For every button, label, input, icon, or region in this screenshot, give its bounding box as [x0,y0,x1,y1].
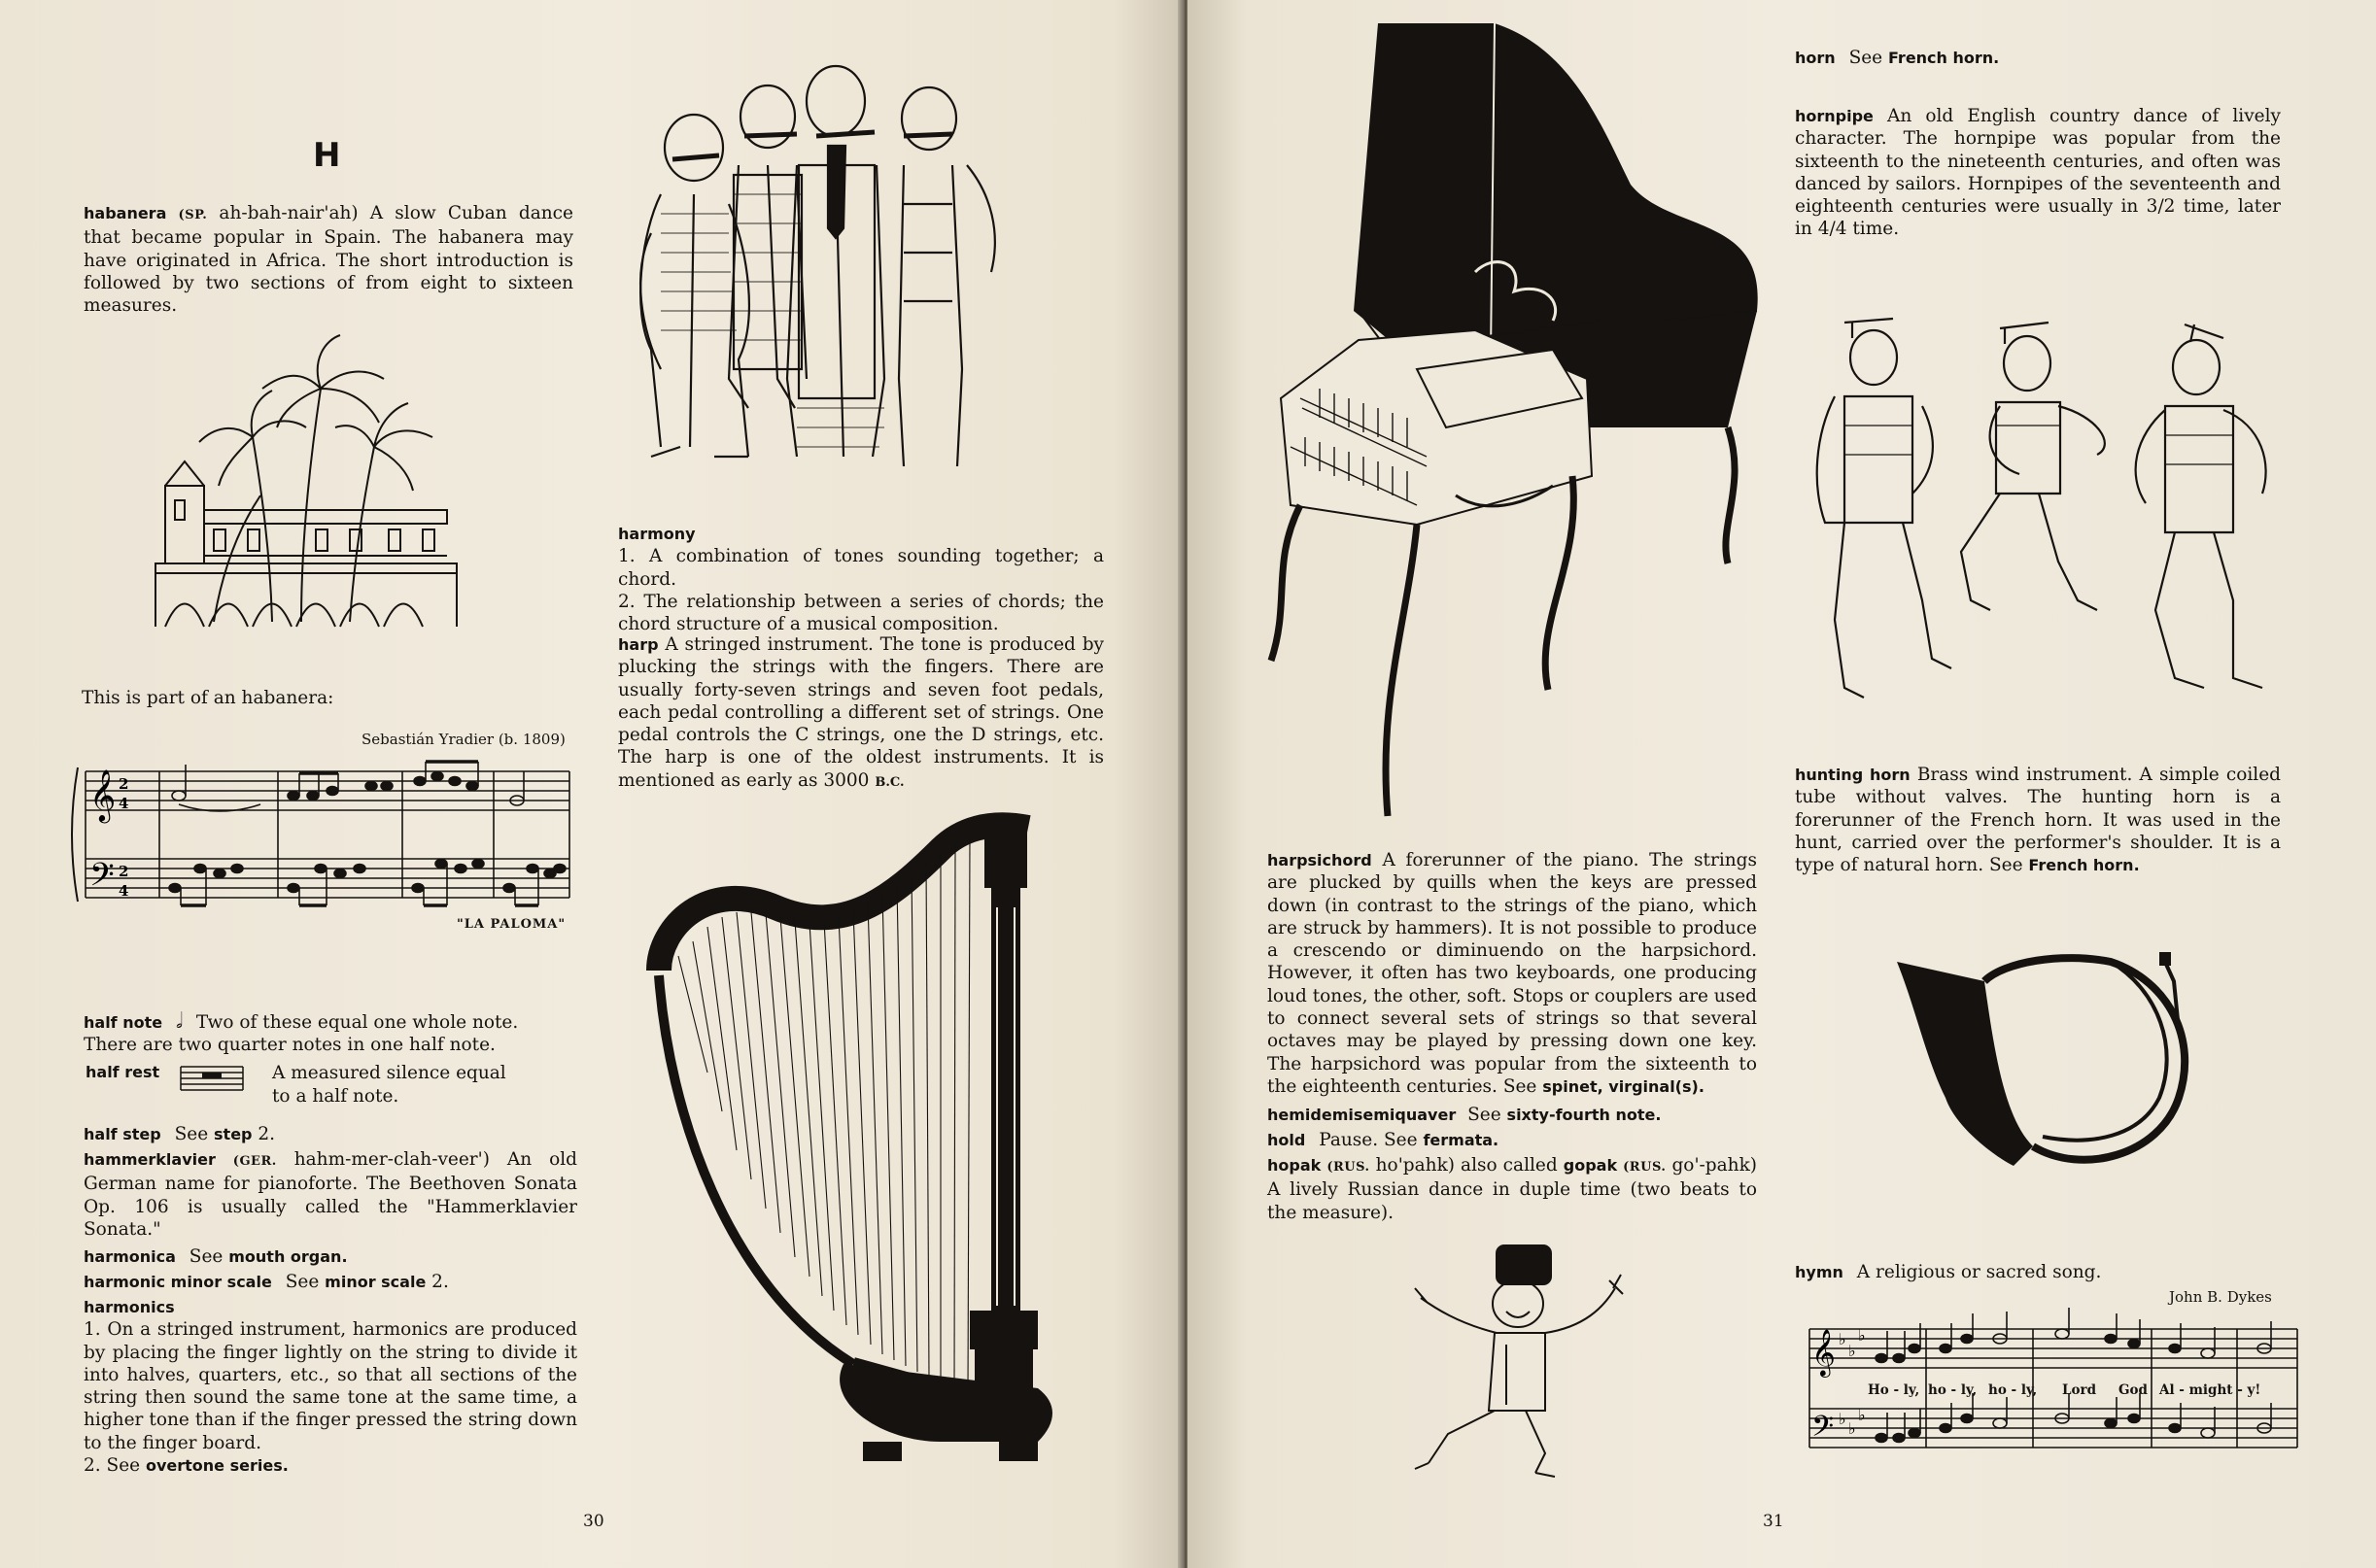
harmonica-ref: mouth organ. [228,1247,348,1266]
entry-half-rest [84,1063,569,1113]
def-harmony-1: 1. A combination of tones sounding together; a chord. [618,546,1104,590]
def-half-rest-1: A measured silence equal [272,1063,506,1083]
entry-hammerklavier [84,1148,577,1241]
section-letter: H [313,136,341,175]
lang-hopak-1: (RUS. [1326,1160,1370,1175]
term-horn: horn [1795,49,1836,67]
svg-text:2: 2 [119,775,129,793]
term-half-note: half note [84,1013,163,1032]
pron-hammerklavier: hahm-mer-clah-veer') [276,1149,490,1170]
half-step-see: See [174,1124,215,1144]
horn-ref: French horn. [1888,49,2000,67]
term-harmonica: harmonica [84,1247,176,1266]
half-step-tail: 2. [252,1124,276,1144]
harmonica-see: See [189,1246,229,1267]
svg-text:𝄢: 𝄢 [1811,1411,1835,1450]
def-harmonics-1: 1. On a stringed instrument, harmonics are produced by placing the finger lightly on the string to divide it into halves, quarters, etc., so that all sections of the string then sound the same tone at the same time, a higher tone than if the finger pressed the string down to the finger board. [84,1319,577,1453]
left-page [0,0,1184,1568]
term-hunting-horn: hunting horn [1795,766,1911,784]
term-hammerklavier: hammerklavier [84,1150,216,1169]
term-hemidemisemiquaver: hemidemisemiquaver [1267,1106,1457,1124]
entry-hornpipe [1795,105,2281,241]
term-harmonic-minor-scale: harmonic minor scale [84,1273,272,1291]
svg-text:4: 4 [119,882,129,900]
def-hopak: A lively Russian dance in duple time (two beats to the measure). [1267,1179,1757,1223]
entry-hold [1267,1129,1773,1151]
entry-harpsichord [1267,849,1757,1098]
composer-yradier: Sebastián Yradier (b. 1809) [362,731,566,748]
def-half-note-1: Two of these equal one whole note. [195,1012,519,1033]
term-half-step: half step [84,1125,161,1143]
page-number-right: 31 [1763,1512,1784,1531]
music-score-la-paloma [74,760,571,915]
entry-harmonic-minor-scale [84,1271,583,1293]
lyric-1: Ho - ly, [1868,1382,1920,1398]
lyric-2: ho - ly, [1928,1382,1978,1398]
svg-text:♭: ♭ [1839,1330,1846,1348]
svg-text:4: 4 [119,795,129,812]
def-half-note-2: There are two quarter notes in one half note. [84,1035,496,1056]
lang-hopak-2: (RUS. [1623,1160,1667,1175]
harpsichord-illustration [1261,19,1844,826]
term-habanera: habanera [84,204,167,222]
half-step-ref: step [214,1125,253,1143]
svg-text:2: 2 [119,863,129,880]
habanera-intro: This is part of an habanera: [82,688,334,708]
def-harmony-2: 2. The relationship between a series of chords; the chord structure of a musical composition. [618,591,1104,635]
svg-text:♭: ♭ [1839,1410,1846,1428]
def-hornpipe: An old English country dance of lively character. The hornpipe was popular from the sixteenth to the nineteenth centuries, and often was danced by sailors. Hornpipes of the seventeenth and eighteenth centuries were usually in 3/2 time, later in 4/4 time. [1795,106,2281,240]
music-title-la-paloma: "LA PALOMA" [457,917,567,932]
svg-text:♭: ♭ [1858,1326,1866,1345]
harmonic-minor-see: See [285,1272,326,1292]
horn-see: See [1848,48,1889,68]
lang-hammerklavier: (GER. [232,1154,277,1169]
harp-illustration [649,820,1067,1481]
harmonics-ref: overtone series. [145,1456,289,1476]
term-harp: harp [618,635,659,654]
harmonic-minor-tail: 2. [426,1272,449,1292]
svg-text:♭: ♭ [1848,1342,1856,1360]
lyric-6: Al - might - y! [2159,1382,2261,1398]
svg-text:♭: ♭ [1858,1406,1866,1424]
entry-harmony [618,523,1104,635]
hunting-horn-ref: French horn. [2028,856,2140,875]
entry-habanera [84,202,573,317]
hornpipe-sailors-illustration [1806,309,2311,703]
entry-hunting-horn [1795,764,2281,876]
def-hymn: A religious or sacred song. [1856,1262,2102,1282]
def-habanera: A slow Cuban dance that became popular in Spain. The habanera may have originated in Africa. The short introduction is followed by two sections of from eight to sixteen measures. [84,203,573,317]
lang-habanera: (SP. [178,208,208,222]
half-rest-icon [181,1063,243,1096]
term-half-rest: half rest [86,1063,160,1081]
pron-habanera: ah-bah-nair'ah) [207,203,359,223]
hemidemisemiquaver-ref: sixty-fourth note. [1506,1106,1662,1124]
composer-dykes: John B. Dykes [2169,1288,2272,1306]
def-harpsichord: A forerunner of the piano. The strings are plucked by quills when the keys are pressed down (in contrast to the strings of the piano, which are struck by hammers). It is not possible to produce a crescendo or diminuendo on the harpsichord. However, it often has two keyboards, one producing loud tones, the other, soft. Stops or couplers are used to connect several sets of strings so that several octaves may be played by pressing down one key. The harpsichord was popular from the sixteenth to the eighteenth centuries. See [1267,850,1757,1097]
entry-horn [1795,47,2300,69]
hemidemisemiquaver-see: See [1467,1105,1507,1125]
svg-text:𝄞: 𝄞 [1811,1328,1836,1376]
harmonic-minor-ref: minor scale [325,1273,427,1291]
svg-text:𝄢: 𝄢 [89,857,115,902]
def-harmonics-2: 2. See [84,1455,146,1477]
svg-text:♭: ♭ [1848,1419,1856,1438]
term-hornpipe: hornpipe [1795,107,1874,125]
harpsichord-ref: spinet, virginal(s). [1542,1076,1705,1096]
entry-harp [618,633,1104,794]
term-hold: hold [1267,1131,1306,1149]
right-page [1188,0,2376,1568]
entry-hemidemisemiquaver [1267,1104,1773,1126]
def-half-rest-2: to a half note. [272,1086,399,1107]
lyric-5: God [2118,1382,2148,1398]
half-note-icon: 𝅗𝅥 [175,1009,183,1034]
hunting-horn-illustration [1887,952,2218,1195]
term-hymn: hymn [1795,1263,1843,1281]
harp-era: B.C. [875,774,905,790]
pron-hopak-1: ho'pahk) also called [1369,1155,1564,1176]
pron-hopak-2: go'-pahk) [1666,1155,1757,1176]
term-hopak: hopak [1267,1156,1322,1175]
hopak-dancer-illustration [1409,1240,1642,1479]
hold-text: Pause. See [1319,1130,1424,1150]
lyric-4: Lord [2062,1382,2097,1398]
def-hammerklavier: An old German name for pianoforte. The Beethoven Sonata Op. 106 is usually called the "Hammerklavier Sonata." [84,1149,577,1240]
entry-harmonics [84,1296,577,1477]
hold-ref: fermata. [1423,1131,1499,1149]
harmonica-players-illustration [622,58,1030,466]
term-harpsichord: harpsichord [1267,851,1372,869]
entry-half-step [84,1123,583,1145]
hymn-lyrics [1868,1382,2295,1404]
def-harp: A stringed instrument. The tone is produced by plucking the strings with the fingers. There are usually forty-seven strings and seven foot pedals, each pedal controlling a different set of strings. One pedal controls the C strings, one the D strings, etc. The harp is one of the oldest instruments. It is mentioned as early as 3000 [618,634,1104,791]
svg-text:𝄞: 𝄞 [89,768,117,821]
entry-hymn [1795,1261,2281,1283]
def-hunting-horn: Brass wind instrument. A simple coiled tube without valves. The hunting horn is a forerunner of the French horn. It was used in the hunt, carried over the performer's shoulder. It is a type of natural horn. See [1795,765,2281,876]
term-harmonics: harmonics [84,1298,175,1316]
havana-palms-illustration [155,330,457,627]
entry-harmonica [84,1245,583,1268]
term-gopak: gopak [1563,1156,1618,1175]
term-harmony: harmony [618,525,696,543]
entry-half-note [84,1010,583,1057]
page-number-left: 30 [583,1512,604,1531]
lyric-3: ho - ly, [1988,1382,2038,1398]
entry-hopak [1267,1154,1757,1224]
